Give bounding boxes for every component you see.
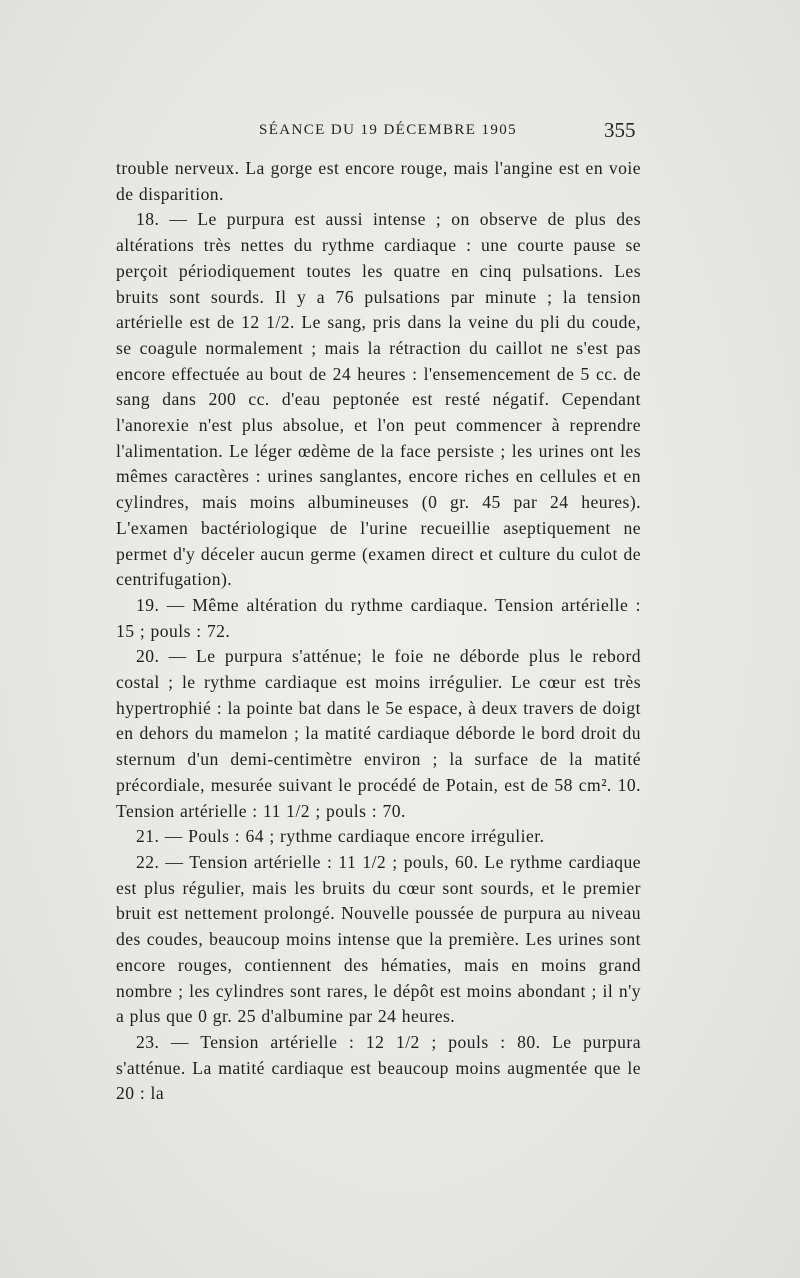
running-head: SÉANCE DU 19 DÉCEMBRE 1905 (259, 122, 518, 138)
body-text (116, 156, 641, 1107)
paragraph-day-19: 19. — Même altération du rythme cardiaque. Tension artérielle : 15 ; pouls : 72. (116, 594, 641, 641)
page-header (0, 118, 800, 148)
paragraph-day-23: 23. — Tension artérielle : 12 1/2 ; pouls : 80. Le purpura s'atténue. La matité cardiaque est beaucoup moins augmentée que le 20 : la (116, 1031, 641, 1104)
paragraph-day-21: 21. — Pouls : 64 ; rythme cardiaque encore irrégulier. (136, 826, 545, 847)
page-number: 355 (604, 118, 636, 142)
paragraph-day-18: 18. — Le purpura est aussi intense ; on observe de plus des altérations très nettes du rythme cardiaque : une courte pause se perçoit périodiquement toutes les quatre en cinq pulsations. Les bruits sont sourds. Il y a 76 pulsations par minute ; la tension artérielle est de 12 1/2. Le sang, pris dans la veine du pli du coude, se coagule normalement ; mais la rétraction du caillot ne s'est pas encore effectuée au bout de 24 heures : l'ensemencement de 5 cc. de sang dans 200 cc. d'eau peptonée est resté négatif. Cependant l'anorexie n'est plus absolue, et l'on peut commencer à reprendre l'alimentation. Le léger œdème de la face persiste ; les urines ont les mêmes caractères : urines sanglantes, encore riches en cellules et en cylindres, mais moins albumineuses (0 gr. 45 par 24 heures). L'examen bactériologique de l'urine recueillie aseptiquement ne permet d'y déceler aucun germe (examen direct et culture du culot de centrifugation). (116, 209, 641, 590)
paragraph-day-20: 20. — Le purpura s'atténue; le foie ne déborde plus le rebord costal ; le rythme cardiaque est moins irrégulier. Le cœur est très hypertrophié : la pointe bat dans le 5e espace, à deux travers de doigt en dehors du mamelon ; la matité cardiaque déborde le bord droit du sternum d'un demi-centimètre environ ; la surface de la matité précordiale, mesurée suivant le procédé de Potain, est de 58 cm². 10. Tension artérielle : 11 1/2 ; pouls : 70. (116, 646, 641, 821)
paragraph-continuation: trouble nerveux. La gorge est encore rouge, mais l'angine est en voie de disparition. (116, 158, 641, 204)
paragraph-day-22: 22. — Tension artérielle : 11 1/2 ; pouls, 60. Le rythme cardiaque est plus régulier, mais les bruits du cœur sont sourds, et le premier bruit est nettement prolongé. Nouvelle poussée de purpura au niveau des coudes, beaucoup moins intense que la première. Les urines sont encore rouges, contiennent des hématies, mais en moins grand nombre ; les cylindres sont rares, le dépôt est moins abondant ; il n'y a plus que 0 gr. 25 d'albumine par 24 heures. (116, 851, 641, 1027)
